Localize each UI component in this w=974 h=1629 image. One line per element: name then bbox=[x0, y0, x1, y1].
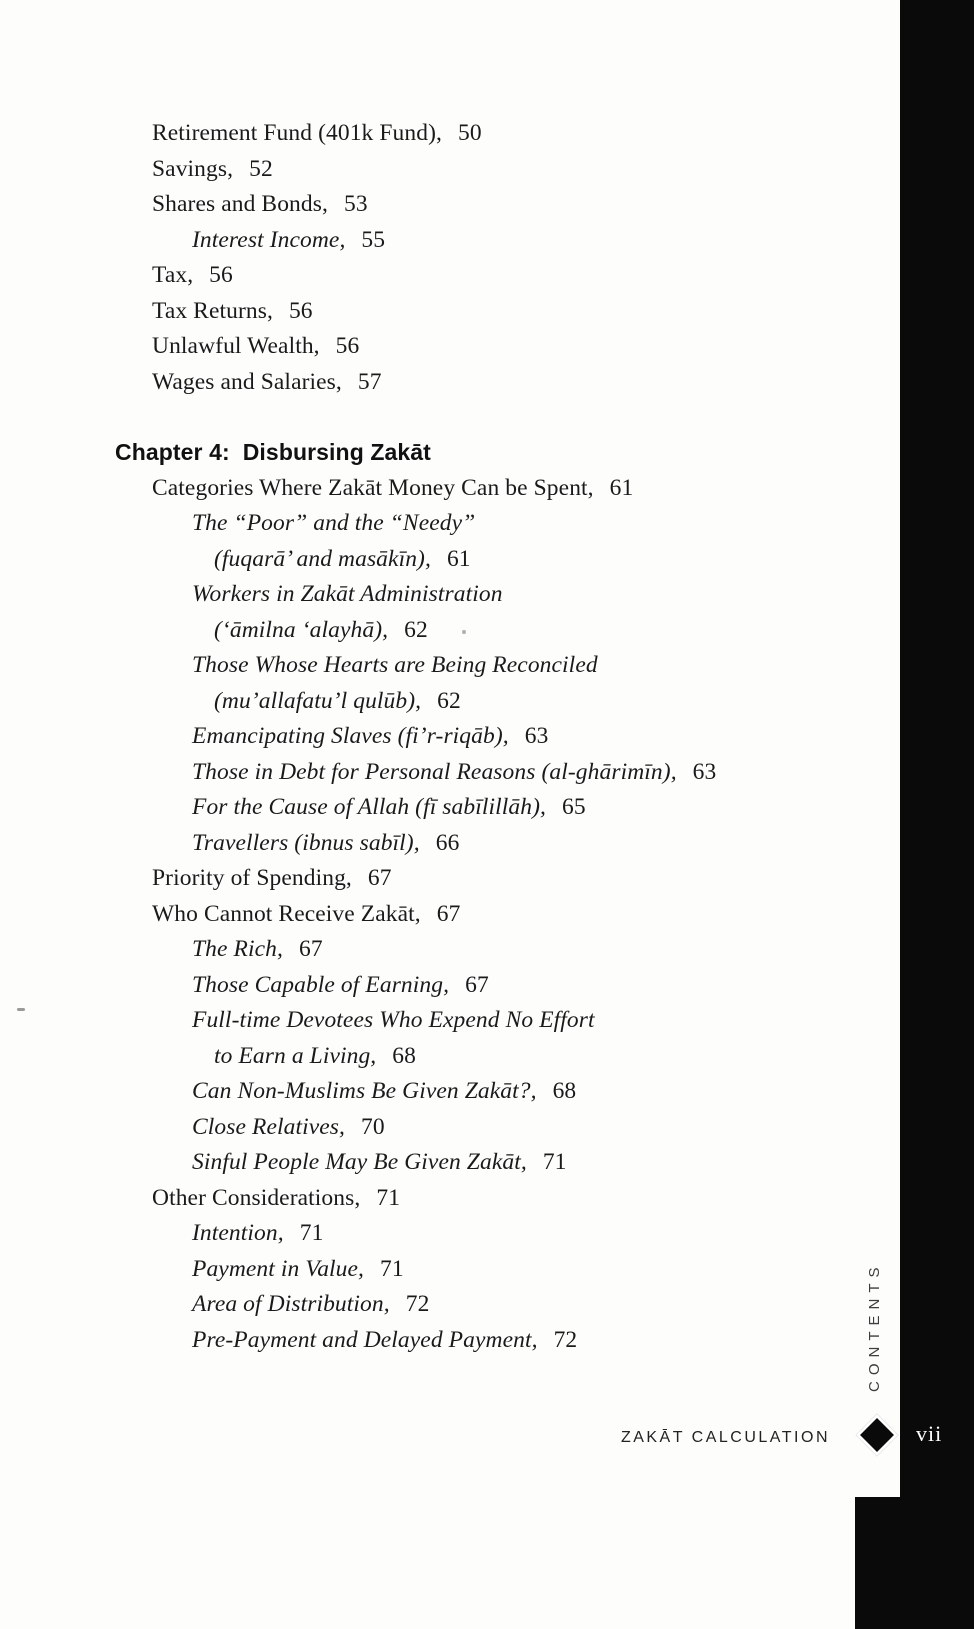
toc-entry-page: 56 bbox=[335, 333, 360, 359]
toc-entry-text: Other Considerations, bbox=[152, 1184, 361, 1211]
sidebar-black-bar bbox=[900, 0, 974, 1629]
toc-entry-page: 56 bbox=[209, 262, 233, 288]
toc-entry-text: Pre-Payment and Delayed Payment, bbox=[192, 1326, 538, 1353]
toc-entry-page: 67 bbox=[436, 900, 461, 927]
toc-entry-text: to Earn a Living, bbox=[214, 1042, 377, 1069]
toc-entry bbox=[115, 755, 875, 791]
toc-entry bbox=[115, 258, 875, 294]
toc-entry-page: 57 bbox=[357, 368, 382, 395]
toc-entry-text: Can Non-Muslims Be Given Zakāt?, bbox=[192, 1078, 537, 1104]
toc-entry-page: 68 bbox=[552, 1078, 577, 1104]
toc-entry-text: (mu’allafatu’l qulūb), bbox=[214, 687, 422, 714]
toc-entry bbox=[115, 790, 875, 826]
toc-entry-page: 66 bbox=[435, 829, 460, 856]
toc-entry-page: 50 bbox=[458, 120, 482, 146]
toc-entry-page: 71 bbox=[380, 1255, 404, 1282]
toc-entry bbox=[115, 506, 875, 542]
toc-entry-text: Those Whose Hearts are Being Reconciled bbox=[192, 652, 598, 678]
toc-entry bbox=[115, 542, 875, 578]
toc-entry bbox=[115, 1003, 875, 1039]
toc-entry-text: For the Cause of Allah (fī sabīlillāh), bbox=[192, 794, 547, 820]
toc-entry-text: Those in Debt for Personal Reasons (al-ghārimīn), bbox=[192, 758, 677, 785]
toc-entry bbox=[115, 329, 875, 365]
toc-entry-page: 61 bbox=[446, 545, 471, 572]
toc-entry-text: Retirement Fund (401k Fund), bbox=[152, 120, 442, 146]
toc-entry-text: Shares and Bonds, bbox=[152, 191, 328, 217]
toc-entry bbox=[115, 897, 875, 933]
toc-entry-page: 65 bbox=[562, 794, 586, 820]
toc-entry-text: Categories Where Zakāt Money Can be Spent, bbox=[152, 474, 594, 501]
toc-entry-page: 70 bbox=[361, 1113, 385, 1140]
toc-entry-text: Workers in Zakāt Administration bbox=[192, 581, 503, 607]
toc-entry-page: 72 bbox=[405, 1291, 430, 1317]
toc-entry bbox=[115, 684, 875, 720]
toc-entry bbox=[115, 1074, 875, 1110]
toc-entry bbox=[115, 968, 875, 1004]
toc-entry bbox=[115, 648, 875, 684]
toc-entry bbox=[115, 861, 875, 897]
toc-entry bbox=[115, 1039, 875, 1075]
toc-entry-page: 53 bbox=[343, 191, 368, 217]
toc-entry bbox=[115, 613, 875, 649]
toc-entry bbox=[115, 294, 875, 330]
toc-entry-page: 71 bbox=[542, 1149, 567, 1175]
toc-entry-text: Tax Returns, bbox=[152, 297, 273, 324]
contents-vertical-label: CONTENTS bbox=[866, 1261, 883, 1392]
toc-entry-page: 56 bbox=[288, 297, 313, 324]
toc-entry bbox=[115, 1216, 875, 1252]
toc-entry-text: Who Cannot Receive Zakāt, bbox=[152, 900, 421, 927]
toc-entry bbox=[115, 826, 875, 862]
toc-entry-page: 63 bbox=[524, 723, 549, 749]
toc-entry-page: 62 bbox=[437, 687, 461, 714]
toc-entry-page: 72 bbox=[553, 1326, 578, 1353]
toc-entry-text: Interest Income, bbox=[192, 226, 346, 253]
toc-entry bbox=[115, 1287, 875, 1323]
toc-entry-page: 67 bbox=[367, 865, 392, 891]
toc-entry bbox=[115, 1323, 875, 1359]
toc-entry-text: Full-time Devotees Who Expend No Effort bbox=[192, 1007, 595, 1033]
scan-artifact bbox=[17, 1008, 25, 1011]
toc-entry-page: 67 bbox=[465, 971, 489, 998]
toc-entry bbox=[115, 471, 875, 507]
toc-entry bbox=[115, 1252, 875, 1288]
toc-entry-text: Area of Distribution, bbox=[192, 1291, 390, 1317]
toc-entry-text: Sinful People May Be Given Zakāt, bbox=[192, 1149, 527, 1175]
diamond-ornament-icon bbox=[856, 1414, 898, 1456]
toc-entry-page: 61 bbox=[609, 474, 634, 501]
toc-entry-page: 67 bbox=[298, 936, 323, 962]
toc-entry-text: Savings, bbox=[152, 155, 234, 182]
toc-entry-text: Priority of Spending, bbox=[152, 865, 352, 891]
toc-entry-text: Those Capable of Earning, bbox=[192, 971, 450, 998]
toc-entry bbox=[115, 187, 875, 223]
page-number: vii bbox=[916, 1421, 943, 1446]
toc-entry-text: Tax, bbox=[152, 262, 194, 288]
toc-entry bbox=[115, 365, 875, 401]
toc-entry-page: 62 bbox=[404, 616, 428, 643]
toc-entry bbox=[115, 223, 875, 259]
toc-entry bbox=[115, 152, 875, 188]
toc-entry-text: (‘āmilna ‘alayhā), bbox=[214, 616, 389, 643]
sidebar-bottom-block bbox=[855, 1497, 974, 1629]
toc-entry bbox=[115, 1145, 875, 1181]
toc-entry-text: The “Poor” and the “Needy” bbox=[192, 510, 476, 536]
toc-entry-text: Emancipating Slaves (fi’r-riqāb), bbox=[192, 723, 509, 749]
toc-entry-text: (fuqarā’ and masākīn), bbox=[214, 545, 431, 572]
footer-book-title: ZAKĀT CALCULATION bbox=[620, 1429, 830, 1446]
toc-entry-text: Intention, bbox=[192, 1220, 284, 1246]
toc-entry bbox=[115, 116, 875, 152]
toc-entry bbox=[115, 577, 875, 613]
toc-entry bbox=[115, 1110, 875, 1146]
toc-entry-text: Wages and Salaries, bbox=[152, 368, 342, 395]
toc-entry-page: 52 bbox=[249, 155, 273, 182]
toc-entry-text: Travellers (ibnus sabīl), bbox=[192, 829, 420, 856]
toc-entry-text: Close Relatives, bbox=[192, 1113, 346, 1140]
toc-entry-text: The Rich, bbox=[192, 936, 283, 962]
chapter-heading: Chapter 4: Disbursing Zakāt bbox=[115, 439, 431, 465]
toc-entry-page: 71 bbox=[376, 1184, 401, 1211]
toc-entry-page: 68 bbox=[392, 1042, 416, 1069]
toc-list bbox=[115, 116, 875, 1358]
toc-entry bbox=[115, 932, 875, 968]
toc-entry-page: 71 bbox=[299, 1220, 324, 1246]
toc-entry-page: 63 bbox=[692, 758, 717, 785]
toc-entry-text: Unlawful Wealth, bbox=[152, 333, 320, 359]
scan-artifact bbox=[462, 630, 466, 634]
toc-entry bbox=[115, 719, 875, 755]
toc-entry bbox=[115, 1181, 875, 1217]
toc-entry-text: Payment in Value, bbox=[192, 1255, 365, 1282]
toc-entry-page: 55 bbox=[361, 226, 386, 253]
